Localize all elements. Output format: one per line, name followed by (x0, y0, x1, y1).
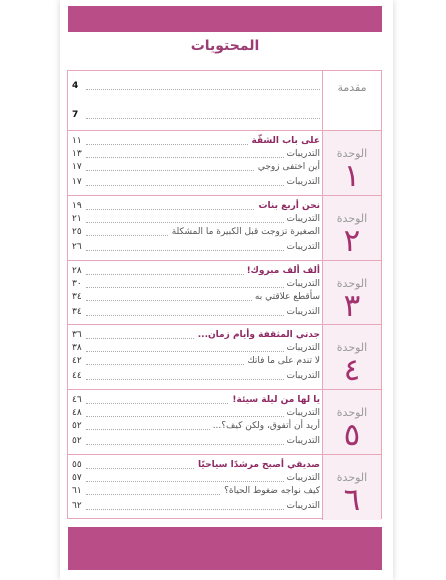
toc-entry[interactable] (72, 176, 320, 189)
toc-entry[interactable] (72, 148, 320, 161)
unit-number: ٤ (343, 352, 361, 389)
unit-label-cell (322, 196, 381, 260)
intro-entry[interactable] (72, 80, 320, 93)
page-number: ٤٤ (72, 371, 82, 382)
unit-block (68, 390, 381, 455)
page-number: ١٧ (72, 177, 82, 187)
toc-entry[interactable] (72, 435, 320, 448)
page-number: ٦٢ (72, 501, 82, 511)
leader-dots (86, 89, 320, 90)
unit-label: الوحدة (336, 147, 368, 160)
page-number: ١٣ (72, 149, 82, 159)
unit-label: الوحدة (336, 471, 368, 484)
exercise-title: التدريبات (284, 306, 320, 319)
lesson-title: يا لها من ليلة سيئة! (229, 394, 320, 407)
toc-entry[interactable] (72, 407, 320, 420)
page-number: ٢٥ (72, 226, 82, 237)
page-number: 7 (72, 110, 79, 120)
toc-entry[interactable] (72, 420, 320, 433)
exercise-title: التدريبات (284, 342, 320, 355)
unit-block (68, 325, 381, 390)
unit-label: الوحدة (336, 341, 368, 355)
toc-entry[interactable] (72, 485, 320, 498)
unit-block (68, 455, 381, 520)
page-number: ٣٨ (72, 343, 82, 354)
unit-number: ٣ (343, 287, 361, 324)
toc-entry[interactable] (72, 241, 320, 254)
toc-entry[interactable] (72, 213, 320, 226)
page-number: ٦١ (72, 486, 82, 496)
lesson-title: كيف نواجه ضغوط الحياة؟ (221, 485, 320, 498)
exercise-title: التدريبات (284, 500, 320, 513)
lesson-title: سأقطع علاقتي به (252, 291, 320, 304)
page-number: ٣٤ (72, 291, 82, 302)
toc-entry[interactable] (72, 342, 320, 355)
exercise-title: التدريبات (284, 472, 320, 485)
lesson-title: ألف ألف مبروك! (244, 265, 320, 278)
unit-block (68, 131, 381, 196)
unit-label-cell (322, 390, 381, 454)
page-number: ١١ (72, 136, 82, 146)
exercise-title: التدريبات (284, 278, 320, 291)
toc-entry[interactable] (72, 472, 320, 485)
page-number: ٤٨ (72, 408, 82, 419)
exercise-title: التدريبات (284, 213, 320, 226)
toc-entry[interactable] (72, 500, 320, 513)
unit-label: الوحدة (336, 406, 368, 420)
toc-entry[interactable] (72, 329, 320, 342)
unit-block (68, 196, 381, 261)
footer-color-band (68, 527, 382, 570)
page-number: ٤٢ (72, 356, 82, 367)
toc-entry[interactable] (72, 226, 320, 239)
exercise-title: التدريبات (284, 241, 320, 254)
unit-label-cell (322, 325, 381, 389)
page-number: ٥٢ (72, 421, 82, 432)
unit-label: الوحدة (336, 211, 368, 225)
lesson-title: على باب الشقّة (248, 135, 320, 148)
exercise-title: التدريبات (284, 148, 320, 161)
exercise-title: التدريبات (284, 176, 320, 189)
page-number: ٥٥ (72, 460, 82, 470)
page-number: ٥٧ (72, 473, 82, 483)
unit-number: ٥ (343, 417, 361, 454)
page-number: ١٩ (72, 200, 82, 211)
toc-entry[interactable] (72, 291, 320, 304)
toc-entry[interactable] (72, 161, 320, 174)
contents-table (67, 70, 382, 519)
toc-entry[interactable] (72, 278, 320, 291)
page-number: ٣٤ (72, 306, 82, 317)
toc-entry[interactable] (72, 394, 320, 407)
page-number: ٥٢ (72, 436, 82, 447)
page-number: ١٧ (72, 162, 82, 172)
unit-block (68, 261, 381, 326)
toc-entry[interactable] (72, 370, 320, 383)
lesson-title: نحن أربع بنات (255, 200, 320, 213)
toc-entry[interactable] (72, 265, 320, 278)
lesson-title: صديقي أصبح مرشدًا سياحيًا (195, 459, 320, 472)
intro-label: مقدمة (337, 81, 367, 94)
exercise-title: التدريبات (284, 370, 320, 383)
page-number: ٢٦ (72, 241, 82, 252)
lesson-title: لا تندم على ما فاتك (244, 355, 320, 368)
leader-dots (86, 118, 320, 119)
unit-label-cell (322, 455, 381, 520)
exercise-title: التدريبات (284, 435, 320, 448)
intro-label-cell (322, 71, 381, 130)
unit-label-cell (322, 131, 381, 195)
toc-entry[interactable] (72, 355, 320, 368)
unit-label-cell (322, 261, 381, 325)
lesson-title: أريد أن أتفوق، ولكن كيف؟... (210, 420, 320, 433)
unit-number: ٢ (343, 222, 361, 259)
page-number: ٣٠ (72, 278, 82, 289)
intro-entry[interactable] (72, 109, 320, 122)
lesson-title: جدتي المثقفة وأيام زمان... (195, 329, 320, 342)
page-number: ٣٦ (72, 330, 82, 341)
lesson-title: الصغيرة تزوجت قبل الكبيرة ما المشكلة (169, 226, 320, 239)
page-number: ٤٦ (72, 395, 82, 406)
toc-entry[interactable] (72, 135, 320, 148)
intro-block (68, 71, 381, 131)
page-number: ٢١ (72, 213, 82, 224)
unit-label: الوحدة (336, 276, 368, 290)
page-number: 4 (72, 81, 79, 91)
lesson-title: أين اختفى زوجي (255, 161, 320, 174)
toc-entry[interactable] (72, 200, 320, 213)
unit-number: ٦ (343, 482, 361, 518)
header-color-band (68, 6, 382, 32)
exercise-title: التدريبات (284, 407, 320, 420)
unit-number: ١ (343, 158, 361, 194)
page-number: ٢٨ (72, 265, 82, 276)
toc-entry[interactable] (72, 459, 320, 472)
page-title: المحتويات (190, 38, 260, 54)
toc-entry[interactable] (72, 306, 320, 319)
